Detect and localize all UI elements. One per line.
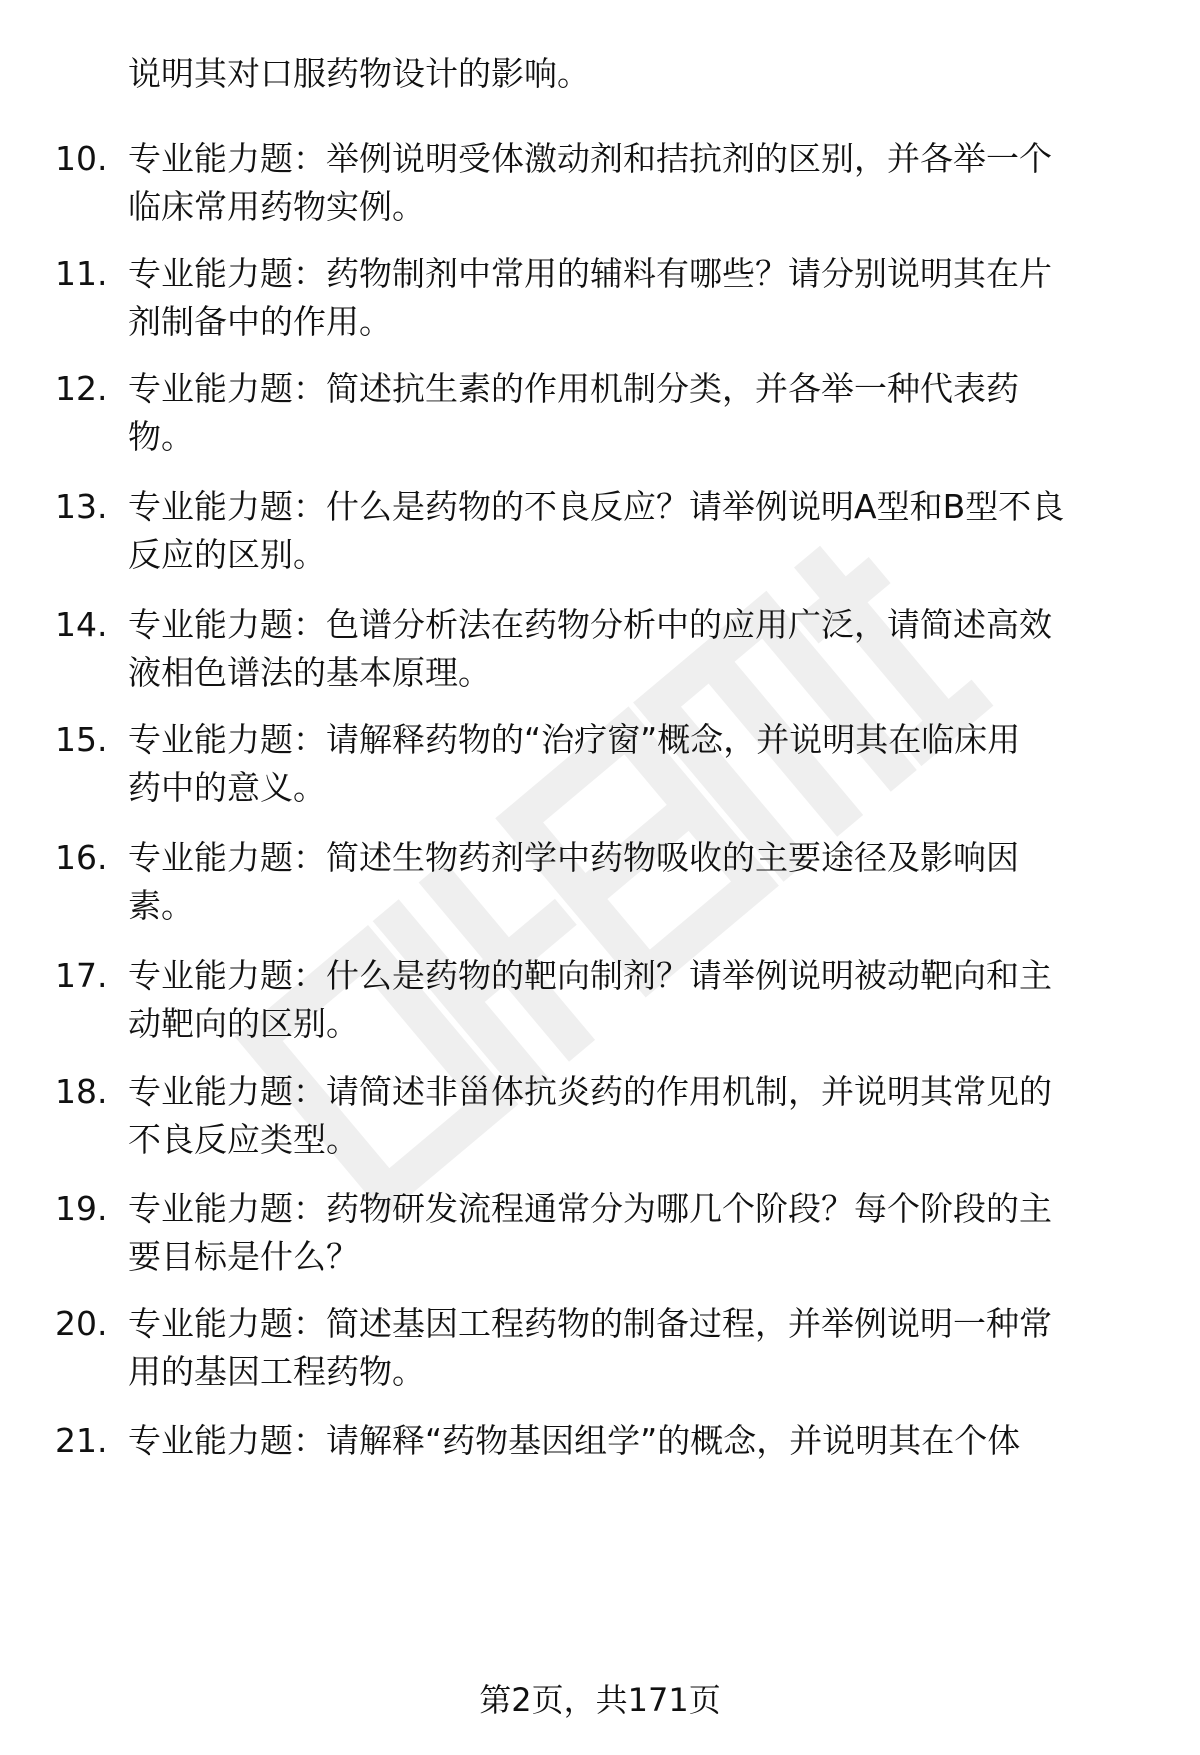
question-text — [128, 834, 1148, 930]
question-number: 10. — [55, 139, 108, 178]
question-text — [128, 1417, 1148, 1465]
question-text — [128, 483, 1148, 579]
question-line: 专业能力题：什么是药物的靶向制剂？请举例说明被动靶向和主 — [128, 956, 1052, 995]
question-text — [128, 952, 1148, 1048]
question-line: 临床常用药物实例。 — [128, 187, 425, 226]
question-number: 21. — [55, 1421, 108, 1460]
question-number: 15. — [55, 720, 108, 759]
question-text — [128, 1185, 1148, 1281]
question-text — [128, 1300, 1148, 1396]
question-line: 动靶向的区别。 — [128, 1004, 359, 1043]
question-line: 专业能力题：请简述非甾体抗炎药的作用机制，并说明其常见的 — [128, 1072, 1052, 1111]
question-line: 专业能力题：什么是药物的不良反应？请举例说明A型和B型不良 — [128, 487, 1065, 526]
question-number: 18. — [55, 1072, 108, 1111]
question-line: 物。 — [128, 417, 194, 456]
question-number: 17. — [55, 956, 108, 995]
question-line: 专业能力题：简述生物药剂学中药物吸收的主要途径及影响因 — [128, 838, 1019, 877]
question-line: 专业能力题：请解释药物的“治疗窗”概念，并说明其在临床用 — [128, 720, 1021, 759]
question-number: 16. — [55, 838, 108, 877]
question-line: 不良反应类型。 — [128, 1120, 359, 1159]
question-text — [128, 716, 1148, 812]
question-line: 反应的区别。 — [128, 535, 326, 574]
question-text — [128, 250, 1148, 346]
question-number: 13. — [55, 487, 108, 526]
question-line: 专业能力题：色谱分析法在药物分析中的应用广泛，请简述高效 — [128, 605, 1052, 644]
question-line: 专业能力题：简述抗生素的作用机制分类，并各举一种代表药 — [128, 369, 1019, 408]
question-number: 19. — [55, 1189, 108, 1228]
question-line: 要目标是什么？ — [128, 1237, 359, 1276]
question-text — [128, 365, 1148, 461]
question-text — [128, 1068, 1148, 1164]
question-text — [128, 135, 1148, 231]
question-line: 用的基因工程药物。 — [128, 1352, 425, 1391]
question-line: 专业能力题：举例说明受体激动剂和拮抗剂的区别，并各举一个 — [128, 139, 1052, 178]
page-footer: 第2页，共171页 — [479, 1681, 721, 1719]
question-line: 专业能力题：药物制剂中常用的辅料有哪些？请分别说明其在片 — [128, 254, 1052, 293]
question-line: 药中的意义。 — [128, 768, 326, 807]
question-line: 专业能力题：药物研发流程通常分为哪几个阶段？每个阶段的主 — [128, 1189, 1052, 1228]
question-line: 液相色谱法的基本原理。 — [128, 653, 491, 692]
question-number: 14. — [55, 605, 108, 644]
question-number: 12. — [55, 369, 108, 408]
question-line: 素。 — [128, 886, 194, 925]
question-line: 专业能力题：简述基因工程药物的制备过程，并举例说明一种常 — [128, 1304, 1052, 1343]
question-text — [128, 601, 1148, 697]
question-number: 20. — [55, 1304, 108, 1343]
question-number: 11. — [55, 254, 108, 293]
continuation-line: 说明其对口服药物设计的影响。 — [128, 54, 590, 93]
question-line: 剂制备中的作用。 — [128, 302, 392, 341]
question-line: 专业能力题：请解释“药物基因组学”的概念，并说明其在个体 — [128, 1421, 1021, 1460]
